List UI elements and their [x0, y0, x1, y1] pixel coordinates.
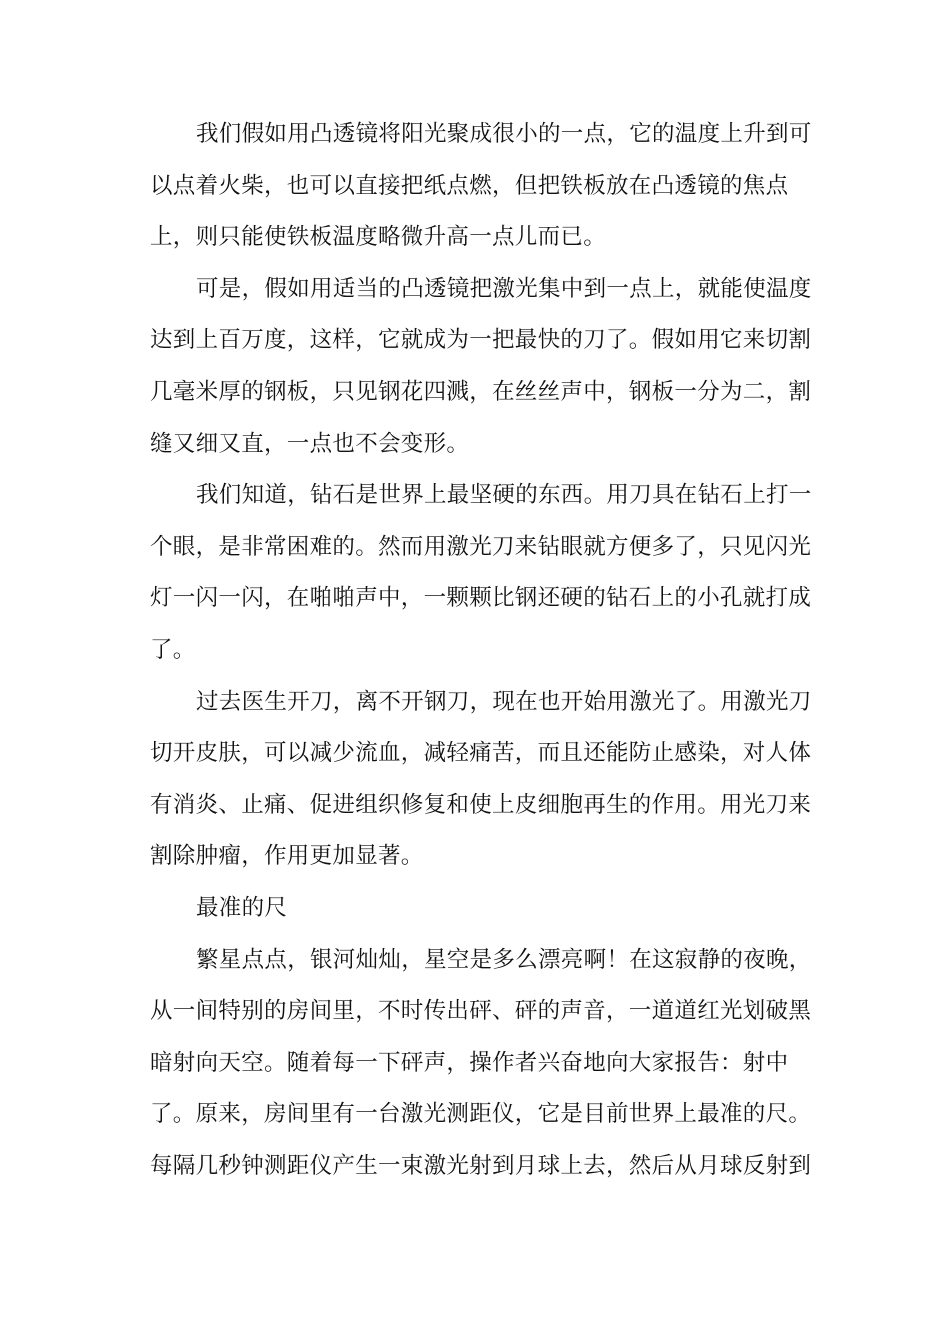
paragraph-3-line-4: 了。	[150, 636, 196, 663]
paragraph-3-line-2: 个眼，是非常困难的。然而用激光刀来钻眼就方便多了，只见闪光	[150, 533, 812, 560]
paragraph-2-line-2: 达到上百万度，这样，它就成为一把最快的刀了。假如用它来切割	[150, 327, 812, 354]
paragraph-5-line-2: 从一间特别的房间里，不时传出砰、砰的声音，一道道红光划破黑	[150, 998, 812, 1025]
paragraph-5-line-5: 每隔几秒钟测距仪产生一束激光射到月球上去，然后从月球反射到	[150, 1152, 812, 1179]
paragraph-2-line-3: 几毫米厚的钢板，只见钢花四溅，在丝丝声中，钢板一分为二，割	[150, 378, 812, 405]
paragraph-4-line-1: 过去医生开刀，离不开钢刀，现在也开始用激光了。用激光刀	[196, 688, 812, 715]
paragraph-1-line-3: 上，则只能使铁板温度略微升高一点儿而已。	[150, 224, 607, 251]
paragraph-5-line-3: 暗射向天空。随着每一下砰声，操作者兴奋地向大家报告：射中	[150, 1049, 789, 1076]
body-text	[150, 109, 810, 1192]
paragraph-4-line-4: 割除肿瘤，作用更加显著。	[150, 843, 424, 870]
paragraph-2-line-1: 可是，假如用适当的凸透镜把激光集中到一点上，就能使温度	[196, 275, 812, 302]
paragraph-4-line-3: 有消炎、止痛、促进组织修复和使上皮细胞再生的作用。用光刀来	[150, 791, 812, 818]
paragraph-1-line-2: 以点着火柴，也可以直接把纸点燃，但把铁板放在凸透镜的焦点	[150, 172, 789, 199]
paragraph-1-line-1: 我们假如用凸透镜将阳光聚成很小的一点，它的温度上升到可	[196, 121, 812, 147]
section-heading: 最准的尺	[196, 894, 288, 921]
paragraph-2-line-4: 缝又细又直，一点也不会变形。	[150, 430, 470, 457]
paragraph-4-line-2: 切开皮肤，可以减少流血，减轻痛苦，而且还能防止感染，对人体	[150, 740, 812, 767]
paragraph-3-line-1: 我们知道，钻石是世界上最坚硬的东西。用刀具在钻石上打一	[196, 482, 812, 509]
paragraph-3-line-3: 灯一闪一闪，在啪啪声中，一颗颗比钢还硬的钻石上的小孔就打成	[150, 585, 812, 612]
paragraph-5-line-4: 了。原来，房间里有一台激光测距仪，它是目前世界上最准的尺。	[150, 1101, 812, 1128]
paragraph-5-line-1: 繁星点点，银河灿灿，星空是多么漂亮啊！在这寂静的夜晚，	[196, 946, 812, 973]
